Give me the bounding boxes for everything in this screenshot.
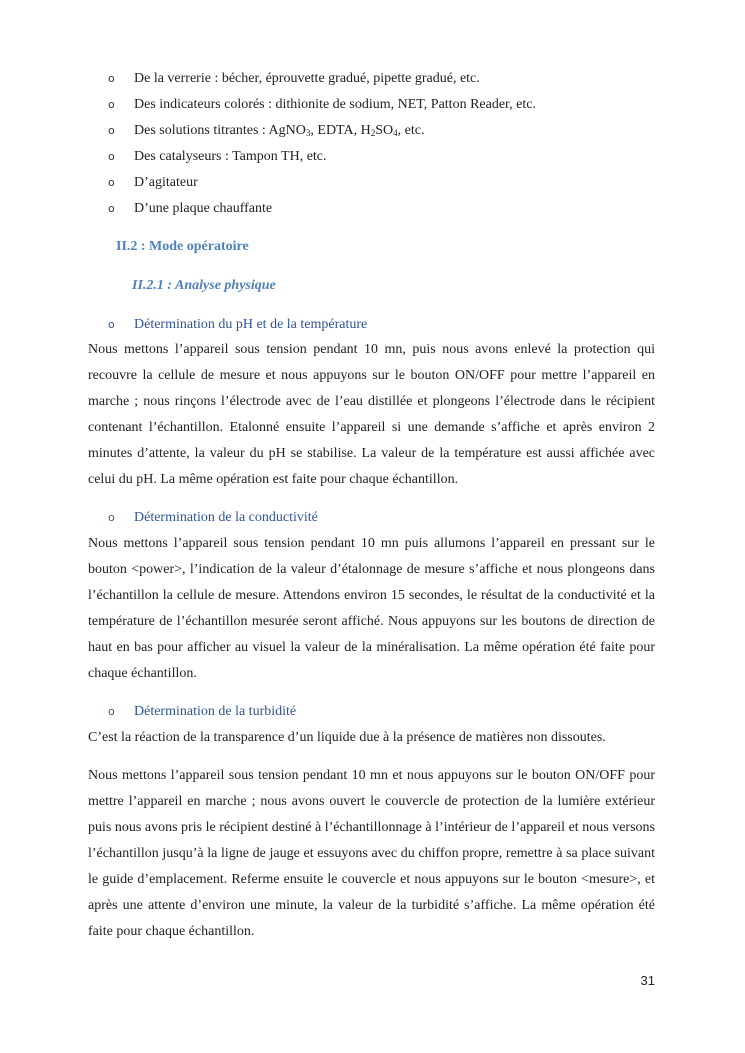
list-item: o Des catalyseurs : Tampon TH, etc. [108,147,327,167]
list-item: o D’agitateur [108,173,198,193]
bullet-icon: o [108,705,115,718]
list-item-titrants: o Des solutions titrantes : AgNO$_3$, EDTA, $H_2SO_4$, etc. [108,121,424,143]
turbidity-intro: C’est la réaction de la transparence d’un liquide due à la présence de matières non dissoutes. [88,730,606,745]
list-item: o D’une plaque chauffante [108,199,272,219]
bullet-icon: o [108,511,115,524]
bullet-icon: o [108,318,115,331]
ph-title: o Détermination du pH et de la température [108,315,367,335]
bullet-icon: o [108,124,115,137]
conductivity-title: o Détermination de la conductivité [108,508,318,528]
ph-paragraph: Nous mettons l’appareil sous tension pendant 10 mn, puis nous avons enlevé la protection qui recouvre la cellule de mesure et nous appuyons sur le bouton ON/OFF pour mettre l’appareil en marche ; nous rinçons l’électrode avec de l’eau distillée et plongeons l’électrode dans le récipient contenant l’échantillon. Etalonné ensuite l’appareil si une demande s’affiche et après environ 2 minutes d’attente, la valeur du pH se stabilise. La valeur de la température est aussi affichée avec celui du pH. La même opération est faite pour chaque échantillon. [88,342,655,487]
list-item: o De la verrerie : bécher, éprouvette gradué, pipette gradué, etc. [108,69,480,89]
bullet-icon: o [108,98,115,111]
turbidity-title: o Détermination de la turbidité [108,702,296,722]
turbidity-paragraph: Nous mettons l’appareil sous tension pendant 10 mn et nous appuyons sur le bouton ON/OFF pour mettre l’appareil en marche ; nous avons ouvert le couvercle de protection de la lumière extérieur puis nous avons pris le récipient destiné à l’échantillonnage à l’intérieur de l’appareil et nous versons l’échantillon jusqu’à la ligne de jauge et essuyons avec du chiffon propre, remettre à sa place suivant le guide d’emplacement. Referme ensuite le couvercle et nous appuyons sur le bouton <mesure>, et après une attente d’environ une minute, la valeur de la turbidité s’affiche. La même opération été faite pour chaque échantillon. [88,768,655,939]
bullet-icon: o [108,176,115,189]
page-number: 31 [640,973,655,988]
conductivity-paragraph: Nous mettons l’appareil sous tension pendant 10 mn puis allumons l’appareil en pressant sur le bouton <power>, l’indication de la valeur d’étalonnage de mesure s’affiche et nous plongeons dans l’échantillon la cellule de mesure. Attendons environ 15 secondes, le résultat de la conductivité et la température de l’échantillon mesurée seront affiché. Nous appuyons sur les boutons de direction de haut en bas pour afficher au visuel la valeur de la minéralisation. La même opération été faite pour chaque échantillon. [88,536,655,681]
subsection-heading: II.2.1 : Analyse physique [132,278,276,293]
list-item: o Des indicateurs colorés : dithionite de sodium, NET, Patton Reader, etc. [108,95,536,115]
bullet-icon: o [108,202,115,215]
bullet-icon: o [108,150,115,163]
bullet-icon: o [108,72,115,85]
section-heading: II.2 : Mode opératoire [116,239,249,254]
